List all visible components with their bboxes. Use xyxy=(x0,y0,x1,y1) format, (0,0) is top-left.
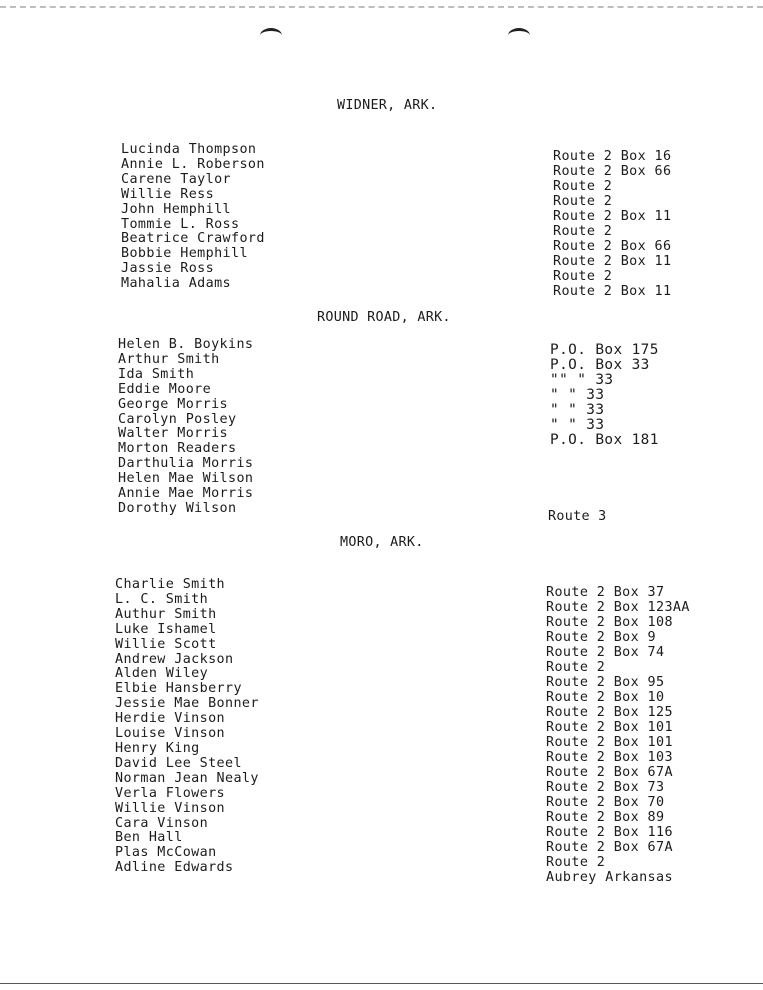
address-entry: Route 2 xyxy=(546,660,606,675)
name-entry: Darthulia Morris xyxy=(118,456,254,472)
address-entry: Route 2 xyxy=(546,855,606,870)
punch-hole-right xyxy=(508,28,530,43)
address-entry: Route 2 Box 11 xyxy=(553,209,672,224)
address-entry: Route 2 Box 103 xyxy=(546,750,673,765)
address-entry: Route 2 Box 125 xyxy=(546,705,673,720)
address-entry: Route 2 Box 37 xyxy=(546,585,665,600)
section-heading-moro: MORO, ARK. xyxy=(340,535,424,550)
address-entry: Route 2 Box 73 xyxy=(546,780,665,795)
name-entry: Ida Smith xyxy=(118,366,195,382)
address-entry: " " 33 xyxy=(550,387,605,403)
address-entry: Route 2 Box 101 xyxy=(546,735,673,750)
address-entry: Route 2 Box 11 xyxy=(553,254,672,269)
address-entry: Route 2 Box 66 xyxy=(553,239,672,254)
address-entry: "" " 33 xyxy=(550,372,614,388)
name-entry: Ben Hall xyxy=(115,830,183,846)
address-list-widner xyxy=(553,149,671,299)
name-entry: George Morris xyxy=(118,396,229,412)
name-entry: Willie Ress xyxy=(121,186,215,202)
name-entry: Carolyn Posley xyxy=(118,411,237,427)
address-entry: Route 2 Box 116 xyxy=(546,825,673,840)
name-entry: Jessie Mae Bonner xyxy=(115,696,259,712)
name-entry: John Hemphill xyxy=(121,201,232,217)
name-entry: Morton Readers xyxy=(118,441,237,457)
name-entry: L. C. Smith xyxy=(115,591,209,607)
address-entry: Route 2 xyxy=(553,179,613,194)
address-entry: Route 2 Box 108 xyxy=(546,615,673,630)
page-bottom-rule xyxy=(0,983,763,984)
name-entry: Mahalia Adams xyxy=(121,276,232,292)
name-entry: Dorothy Wilson xyxy=(118,500,237,516)
name-entry: Adline Edwards xyxy=(115,860,234,876)
address-entry: Route 2 Box 123AA xyxy=(546,600,690,615)
address-entry: Route 2 Box 16 xyxy=(553,149,672,164)
address-list-round-road xyxy=(550,343,659,448)
address-entry: Route 2 xyxy=(553,269,613,284)
address-entry: " " 33 xyxy=(550,402,605,418)
name-entry: Elbie Hansberry xyxy=(115,681,242,697)
name-entry: Tommie L. Ross xyxy=(121,216,240,232)
name-list-widner xyxy=(121,143,265,292)
name-entry: Henry King xyxy=(115,740,200,756)
name-entry: Annie L. Roberson xyxy=(121,156,265,172)
name-entry: Lucinda Thompson xyxy=(121,142,257,157)
address-entry: Route 2 Box 101 xyxy=(546,720,673,735)
address-entry: Route 2 Box 11 xyxy=(553,284,672,299)
section-heading-round-road: ROUND ROAD, ARK. xyxy=(317,310,451,325)
address-list-moro xyxy=(546,585,690,885)
name-list-moro xyxy=(115,578,259,876)
name-entry: Beatrice Crawford xyxy=(121,231,265,247)
address-entry: P.O. Box 175 xyxy=(550,342,659,358)
name-entry: Verla Flowers xyxy=(115,785,226,801)
perforation-top xyxy=(0,6,763,8)
address-entry: Route 2 xyxy=(553,194,613,209)
name-entry: Eddie Moore xyxy=(118,381,212,397)
name-entry: Luke Ishamel xyxy=(115,621,217,637)
name-entry: Jassie Ross xyxy=(121,261,215,277)
name-entry: David Lee Steel xyxy=(115,755,242,771)
address-entry: P.O. Box 181 xyxy=(550,432,659,448)
name-entry: Carene Taylor xyxy=(121,171,232,187)
address-entry: Route 2 xyxy=(553,224,613,239)
name-entry: Willie Vinson xyxy=(115,800,226,816)
name-entry: Annie Mae Morris xyxy=(118,486,254,502)
name-entry: Cara Vinson xyxy=(115,815,209,831)
name-entry: Helen Mae Wilson xyxy=(118,471,254,487)
address-entry: Route 2 Box 74 xyxy=(546,645,665,660)
address-entry: Aubrey Arkansas xyxy=(546,870,673,885)
address-entry: Route 2 Box 95 xyxy=(546,675,665,690)
address-entry: Route 2 Box 67A xyxy=(546,765,673,780)
name-entry: Plas McCowan xyxy=(115,845,217,861)
address-entry: Route 2 Box 67A xyxy=(546,840,673,855)
name-entry: Charlie Smith xyxy=(115,577,226,592)
name-entry: Helen B. Boykins xyxy=(118,337,254,352)
address-extra-round-road: Route 3 xyxy=(548,509,607,524)
address-entry: Route 2 Box 89 xyxy=(546,810,665,825)
name-entry: Bobbie Hemphill xyxy=(121,246,248,262)
name-entry: Alden Wiley xyxy=(115,666,209,682)
address-entry: Route 2 Box 70 xyxy=(546,795,665,810)
address-entry: Route 2 Box 66 xyxy=(553,164,672,179)
name-entry: Norman Jean Nealy xyxy=(115,770,259,786)
name-entry: Arthur Smith xyxy=(118,351,220,367)
name-entry: Herdie Vinson xyxy=(115,711,226,727)
name-entry: Louise Vinson xyxy=(115,726,226,742)
name-entry: Willie Scott xyxy=(115,636,217,652)
address-entry: Route 2 Box 10 xyxy=(546,690,665,705)
address-entry: Route 2 Box 9 xyxy=(546,630,657,645)
name-entry: Andrew Jackson xyxy=(115,651,234,667)
name-list-round-road xyxy=(118,338,253,517)
section-heading-widner: WIDNER, ARK. xyxy=(337,98,438,113)
name-entry: Walter Morris xyxy=(118,426,229,442)
punch-hole-left xyxy=(260,28,282,43)
name-entry: Authur Smith xyxy=(115,606,217,622)
address-entry: P.O. Box 33 xyxy=(550,357,650,373)
address-entry: " " 33 xyxy=(550,417,605,433)
